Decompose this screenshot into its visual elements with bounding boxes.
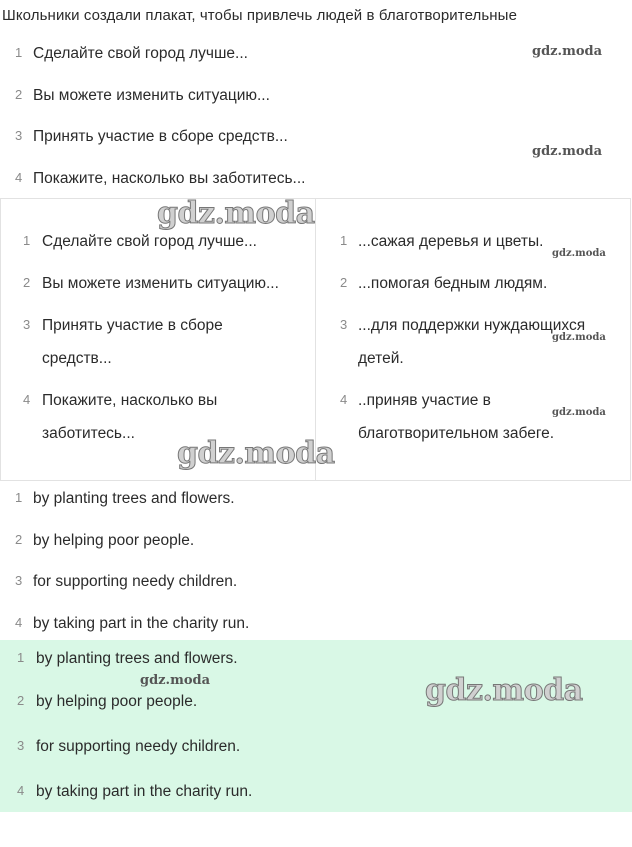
item-number: 4 [17, 783, 25, 798]
watermark: gdz.moda [425, 673, 583, 708]
item-number: 1 [340, 233, 348, 248]
item-text: by planting trees and flowers. [36, 650, 238, 667]
item-text: ...для поддержки нуждающихся детей. [358, 317, 586, 367]
watermark: gdz.moda [140, 673, 211, 688]
watermark: gdz.moda [177, 436, 335, 471]
item-number: 3 [17, 738, 25, 753]
item-number: 1 [15, 490, 23, 505]
answer-block [0, 640, 632, 812]
item-number: 2 [17, 693, 25, 708]
item-number: 1 [23, 233, 31, 248]
item-number: 3 [340, 317, 348, 332]
item-number: 2 [15, 86, 23, 102]
list-item [0, 565, 632, 607]
item-text: Покажите, насколько вы заботитесь... [42, 392, 218, 442]
watermark: gdz.moda [157, 196, 315, 231]
item-text: ...помогая бедным людям. [358, 275, 548, 292]
item-number: 1 [15, 45, 23, 60]
watermark: gdz.moda [552, 332, 606, 343]
item-text: Сделайте свой город лучше... [33, 45, 248, 62]
answer-item [0, 775, 632, 820]
watermark: gdz.moda [552, 248, 606, 259]
item-number: 2 [340, 275, 348, 290]
item-number: 4 [15, 169, 23, 185]
phrase-list-english [0, 482, 632, 648]
page-title: Школьники создали плакат, чтобы привлечь людей в благотворительные [2, 7, 518, 24]
watermark: gdz.moda [552, 407, 606, 418]
item-number: 3 [15, 128, 23, 143]
item-text: Вы можете изменить ситуацию... [42, 275, 279, 292]
watermark: gdz.moda [532, 44, 603, 59]
item-text: Покажите, насколько вы заботитесь... [33, 169, 306, 187]
item-text: by helping poor people. [36, 693, 198, 710]
item-text: by taking part in the charity run. [33, 614, 250, 632]
list-item [0, 162, 632, 204]
list-item [0, 79, 632, 121]
item-text: Вы можете изменить ситуацию... [33, 86, 270, 104]
item-text: for supporting needy children. [36, 738, 241, 755]
item-text: Сделайте свой город лучше... [42, 233, 257, 250]
item-text: Принять участие в сборе средств... [42, 317, 223, 367]
item-text: by taking part in the charity run. [36, 783, 253, 800]
phrase-list-russian [0, 37, 632, 203]
item-number: 3 [23, 317, 31, 332]
item-text: Принять участие в сборе средств... [33, 128, 288, 145]
item-number: 4 [15, 614, 23, 630]
item-text: ..приняв участие в благотворительном забеге. [358, 392, 555, 442]
list-item [0, 524, 632, 566]
item-number: 4 [340, 392, 348, 407]
item-text: by helping poor people. [33, 531, 195, 549]
item-text: for supporting needy children. [33, 573, 238, 590]
item-text: ...сажая деревья и цветы. [358, 233, 544, 250]
item-text: by planting trees and flowers. [33, 490, 235, 507]
watermark: gdz.moda [532, 144, 603, 159]
list-item [0, 482, 632, 524]
item-number: 1 [17, 650, 25, 665]
item-number: 2 [23, 275, 31, 290]
item-number: 2 [15, 531, 23, 547]
item-number: 3 [15, 573, 23, 588]
item-number: 4 [23, 392, 31, 407]
answer-item [0, 730, 632, 775]
